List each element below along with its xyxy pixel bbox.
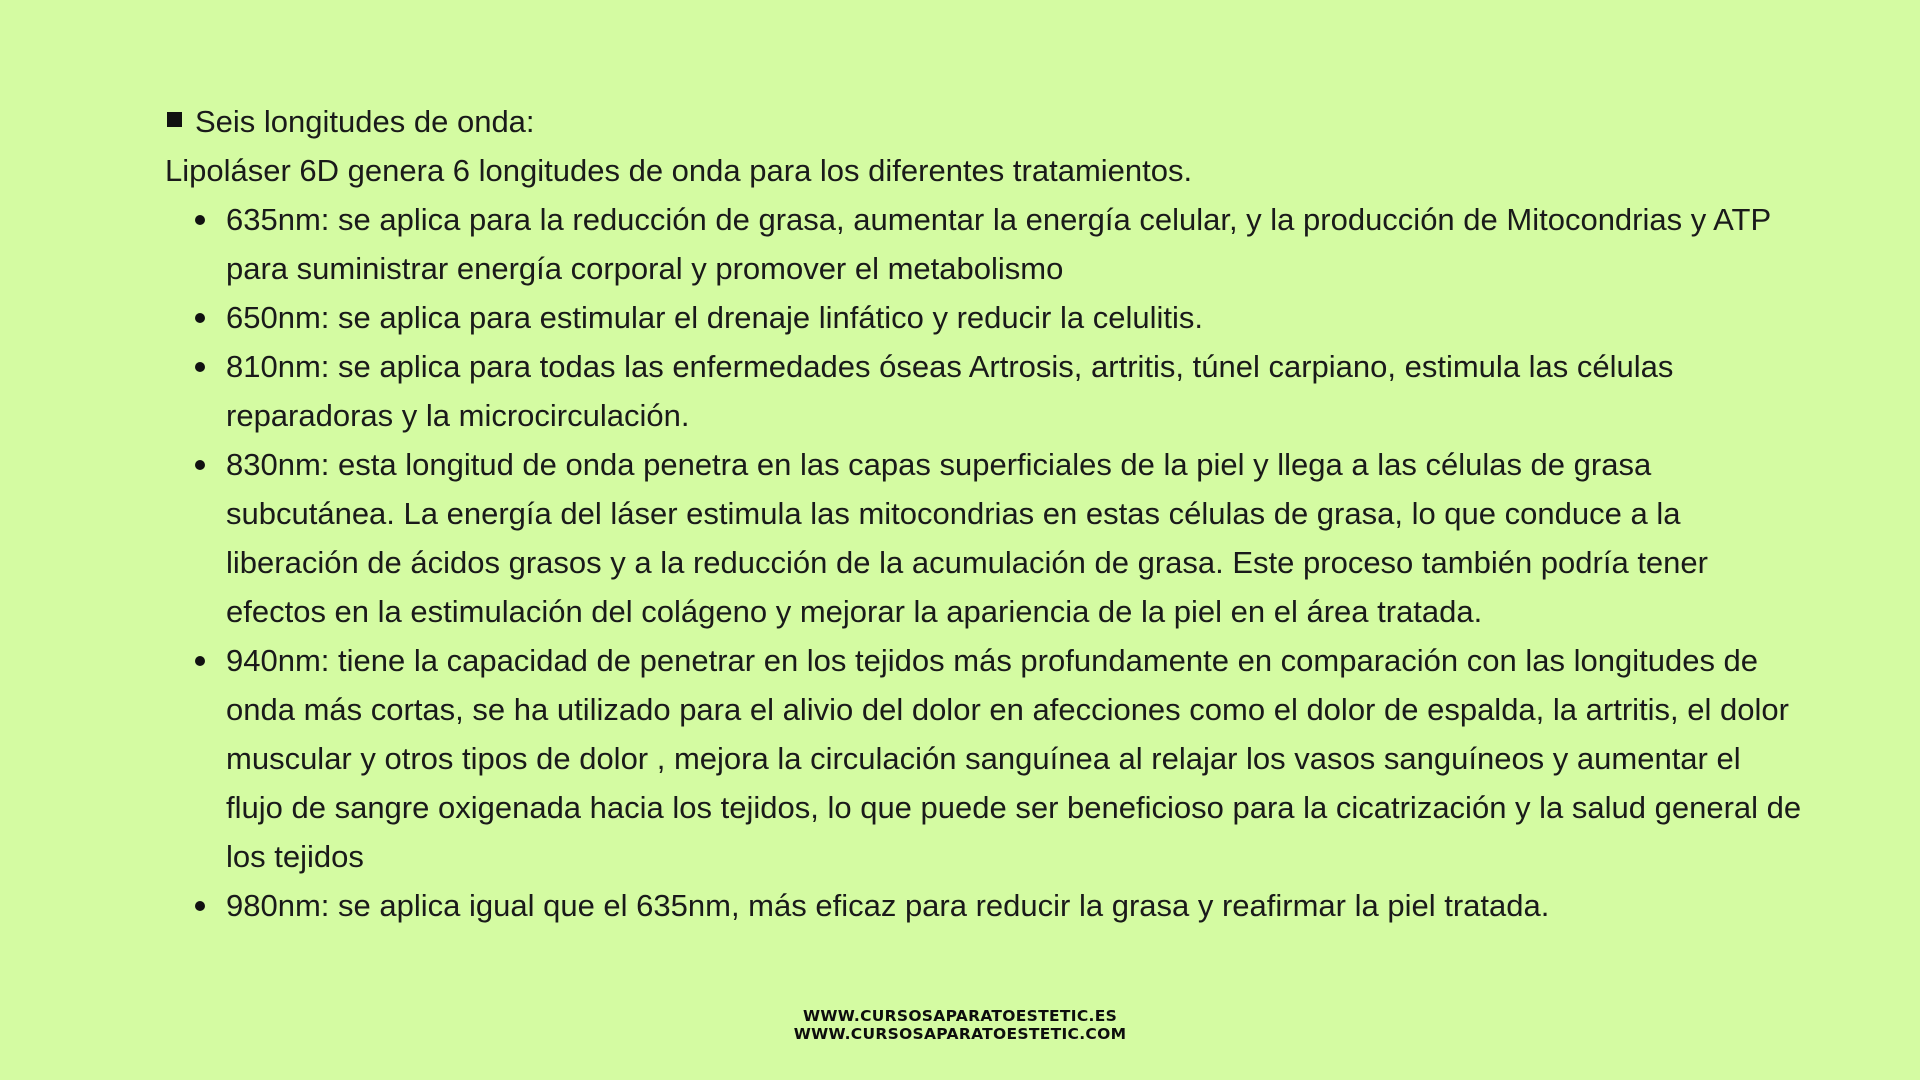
footer-url-com[interactable]: WWW.CURSOSAPARATOESTETIC.COM [793,1025,1127,1043]
list-item-text: 810nm: se aplica para todas las enfermedades óseas Artrosis, artritis, túnel carpiano, estimula las células reparadoras y la microcirculación. [226,349,1674,433]
wavelength-list [165,195,1805,930]
list-item [165,881,1805,930]
bullet-icon [195,656,205,666]
list-item-text: 650nm: se aplica para estimular el drenaje linfático y reducir la celulitis. [226,300,1203,335]
section-heading [165,97,1805,146]
bullet-icon [195,460,205,470]
bullet-icon [195,313,205,323]
list-item-text: 980nm: se aplica igual que el 635nm, más eficaz para reducir la grasa y reafirmar la piel tratada. [226,888,1550,923]
list-item [165,195,1805,293]
bullet-icon [195,215,205,225]
list-item [165,440,1805,636]
list-item-text: 940nm: tiene la capacidad de penetrar en los tejidos más profundamente en comparación con las longitudes de onda más cortas, se ha utilizado para el alivio del dolor en afecciones como el dolor de espalda, la artritis, el dolor muscular y otros tipos de dolor , mejora la circulación sanguínea al relajar los vasos sanguíneos y aumentar el flujo de sangre oxigenada hacia los tejidos, lo que puede ser beneficioso para la cicatrización y la salud general de los tejidos [226,643,1802,874]
square-bullet-icon [167,112,182,127]
footer-websites [0,1007,1920,1043]
footer-url-es[interactable]: WWW.CURSOSAPARATOESTETIC.ES [802,1007,1118,1025]
list-item-text: 830nm: esta longitud de onda penetra en las capas superficiales de la piel y llega a las células de grasa subcutánea. La energía del láser estimula las mitocondrias en estas células de grasa, lo que conduce a la liberación de ácidos grasos y a la reducción de la acumulación de grasa. Este proceso también podría tener efectos en la estimulación del colágeno y mejorar la apariencia de la piel en el área tratada. [226,447,1708,629]
bullet-icon [195,901,205,911]
list-item-text: 635nm: se aplica para la reducción de grasa, aumentar la energía celular, y la producción de Mitocondrias y ATP para suministrar energía corporal y promover el metabolismo [226,202,1771,286]
bullet-icon [195,362,205,372]
list-item [165,342,1805,440]
list-item [165,293,1805,342]
slide-content [165,97,1805,930]
heading-text: Seis longitudes de onda: [195,104,535,139]
list-item [165,636,1805,881]
intro-text: Lipoláser 6D genera 6 longitudes de onda para los diferentes tratamientos. [165,153,1193,188]
